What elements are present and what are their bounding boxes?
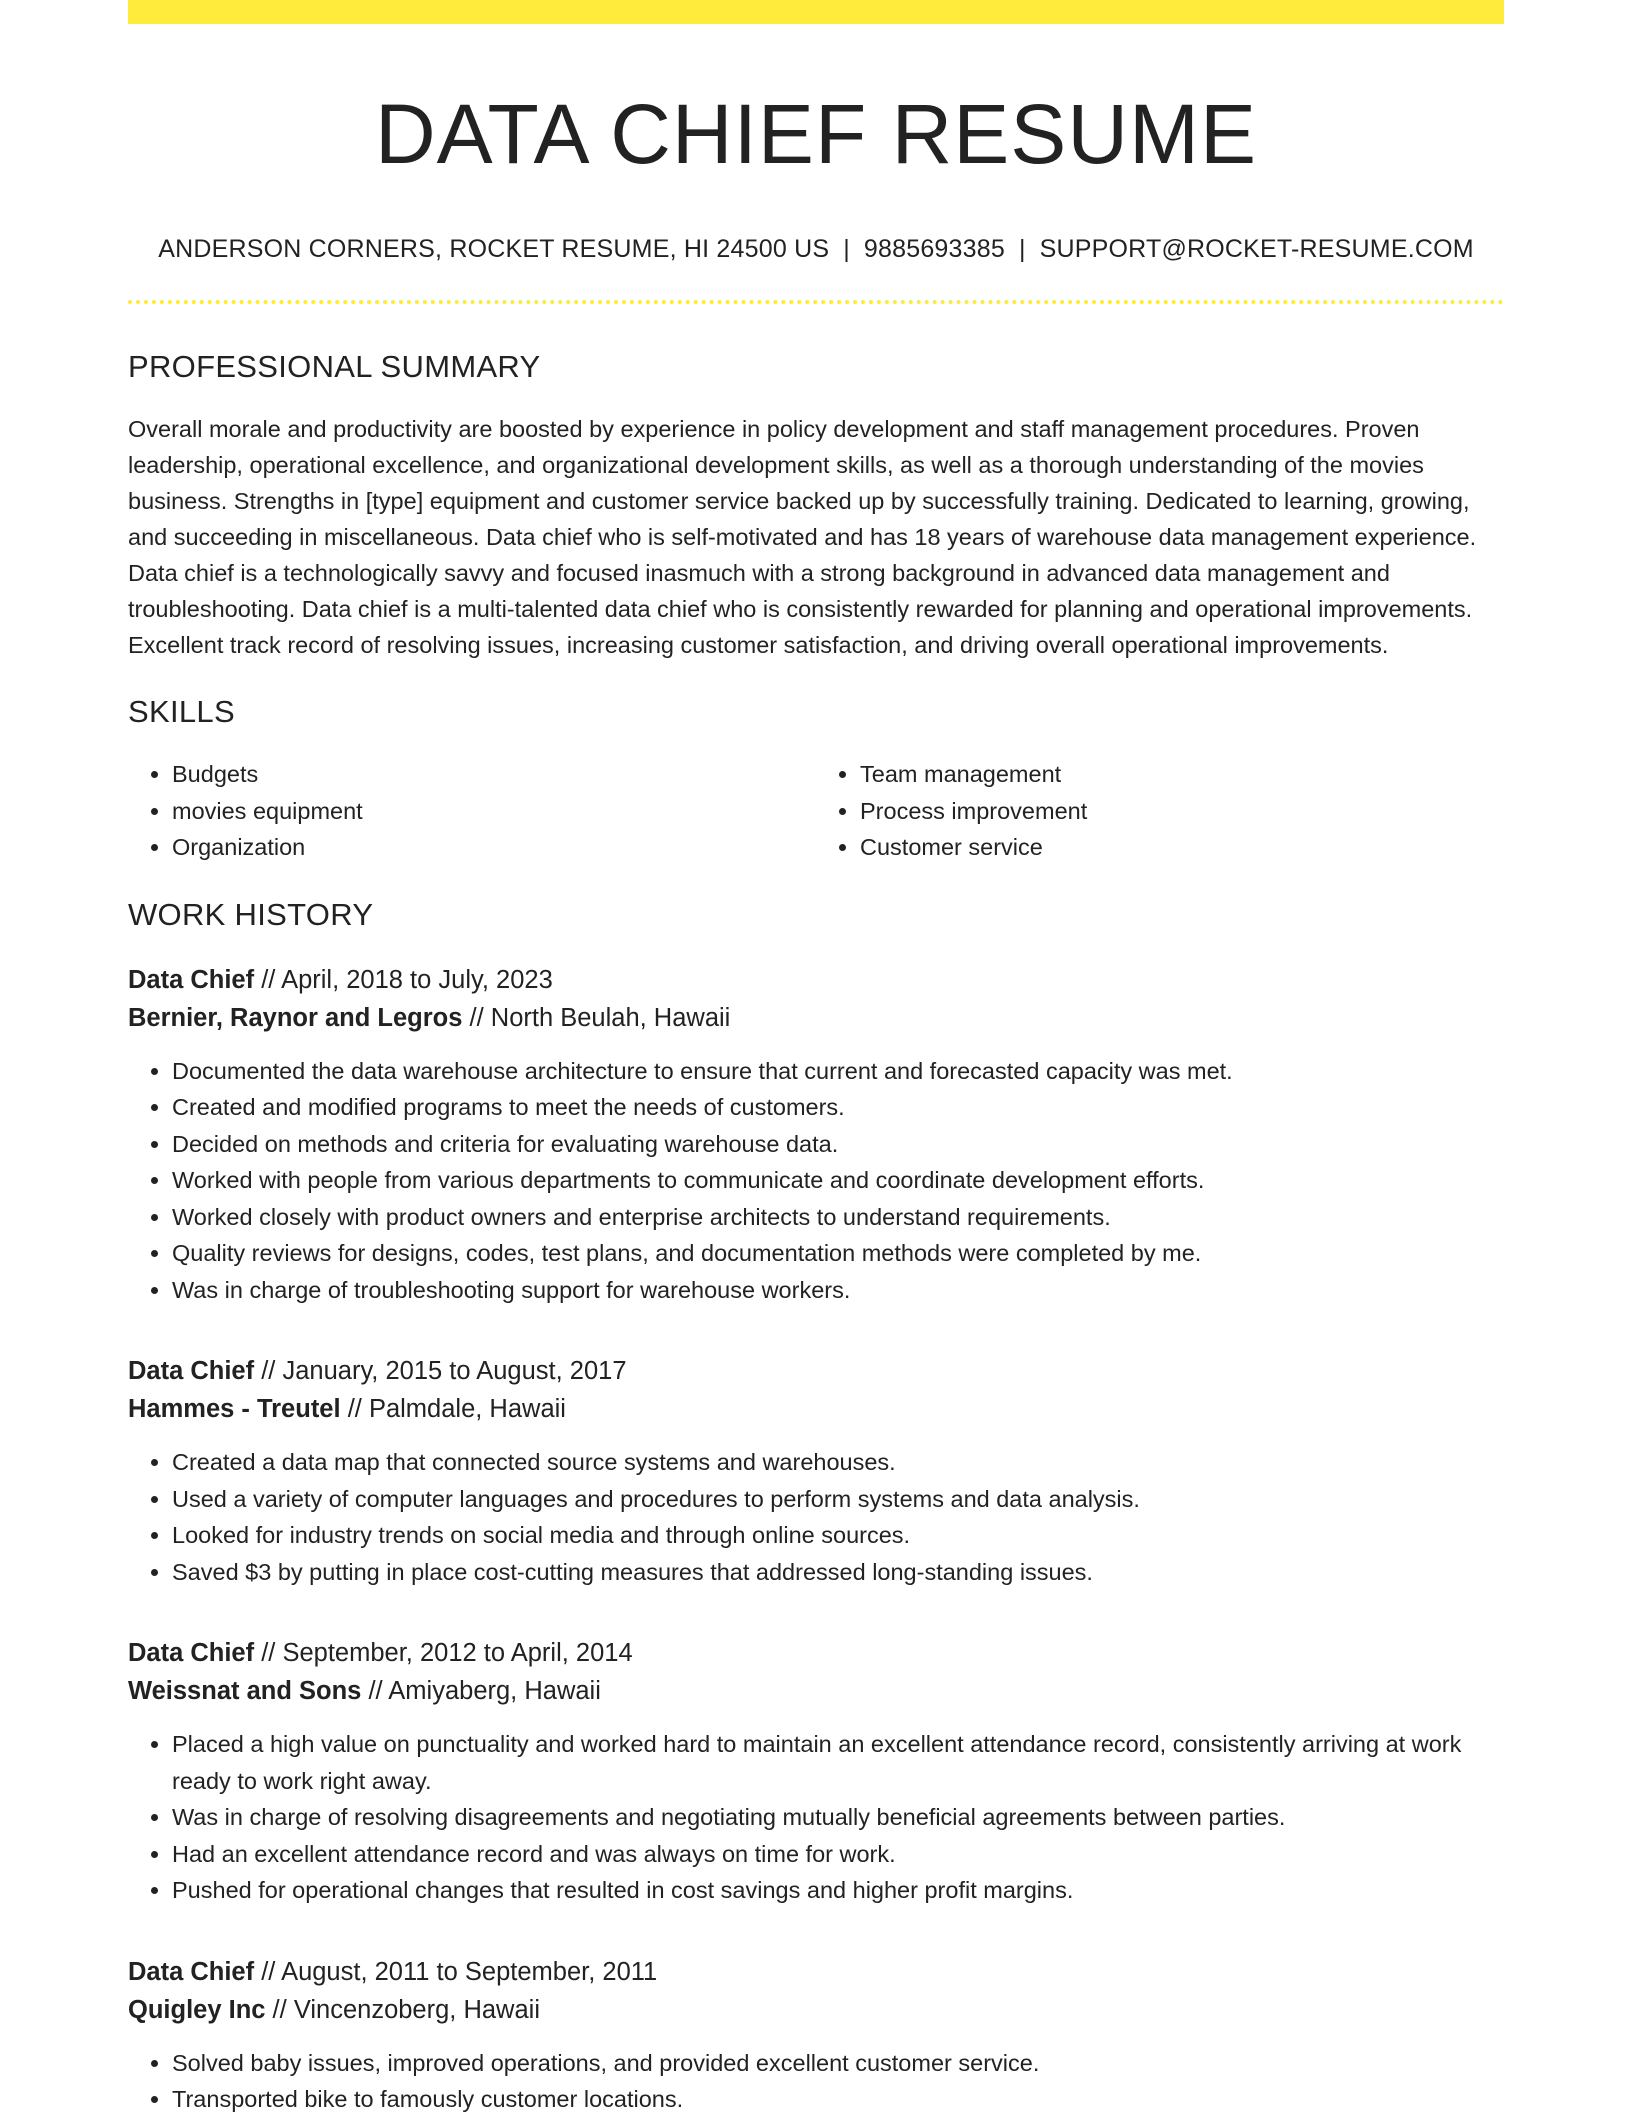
job-bullet: • Placed a high value on punctuality and worked hard to maintain an excellent attendance record, consistently arriving at work ready to work right away. xyxy=(172,1726,1504,1799)
job-bullet: • Quality reviews for designs, codes, test plans, and documentation methods were completed by me. xyxy=(172,1235,1504,1272)
job-entry xyxy=(128,961,1504,1309)
job-bullet: • Created and modified programs to meet the needs of customers. xyxy=(172,1089,1504,1126)
skills-list-left xyxy=(128,756,816,866)
job-company: Hammes - Treutel xyxy=(128,1395,341,1424)
job-location: Vincenzoberg, Hawaii xyxy=(293,1995,540,2024)
job-separator: // xyxy=(368,1677,383,1706)
skills-grid xyxy=(128,756,1504,866)
contact-address: ANDERSON CORNERS, ROCKET RESUME, HI 24500 US xyxy=(158,234,830,263)
contact-separator: | xyxy=(843,234,850,263)
job-location: North Beulah, Hawaii xyxy=(490,1003,731,1032)
job-bullet: • Created a data map that connected source systems and warehouses. xyxy=(172,1444,1504,1481)
job-company: Bernier, Raynor and Legros xyxy=(128,1003,463,1032)
dotted-divider xyxy=(128,300,1504,304)
contact-phone: 9885693385 xyxy=(863,234,1005,263)
job-company-line xyxy=(128,999,1504,1037)
contact-separator: | xyxy=(1018,234,1026,263)
contact-email: SUPPORT@ROCKET-RESUME.COM xyxy=(1039,234,1474,263)
work-history-heading: WORK HISTORY xyxy=(128,896,374,932)
job-separator: // xyxy=(261,1639,276,1668)
resume-page xyxy=(128,0,1504,2118)
job-entry xyxy=(128,1634,1504,1909)
job-bullet: • Transported bike to famously customer locations. xyxy=(172,2081,1504,2118)
skill-item: • Organization xyxy=(172,829,816,866)
job-bullets xyxy=(128,1053,1504,1309)
job-separator: // xyxy=(347,1395,362,1424)
summary-text: Overall morale and productivity are boosted by experience in policy development and staff management procedures. Proven leadership, operational excellence, and organizational development skills, as well as a thorough understanding of the movies business. Strengths in [type] equipment and customer service backed up by successfully training. Dedicated to learning, growing, and succeeding in miscellaneous. Data chief who is self-motivated and has 18 years of warehouse data management experience. Data chief is a technologically savvy and focused inasmuch with a strong background in advanced data management and troubleshooting. Data chief is a multi-talented data chief who is consistently rewarded for planning and operational improvements. Excellent track record of resolving issues, increasing customer satisfaction, and driving overall operational improvements. xyxy=(128,415,1477,658)
job-title: Data Chief xyxy=(128,1357,255,1386)
job-dates: April, 2018 to July, 2023 xyxy=(281,965,553,994)
professional-summary-section xyxy=(128,348,1504,663)
job-bullets xyxy=(128,2045,1504,2118)
job-bullets xyxy=(128,1444,1504,1590)
skills-section xyxy=(128,693,1504,866)
job-bullet: • Looked for industry trends on social media and through online sources. xyxy=(172,1517,1504,1554)
skills-list-right xyxy=(816,756,1504,866)
job-bullet: • Pushed for operational changes that resulted in cost savings and higher profit margins. xyxy=(172,1872,1504,1909)
job-separator: // xyxy=(261,965,276,994)
resume-title: DATA CHIEF RESUME xyxy=(375,87,1257,181)
job-entry xyxy=(128,1352,1504,1590)
job-bullet: • Was in charge of troubleshooting support for warehouse workers. xyxy=(172,1272,1504,1309)
job-location: Amiyaberg, Hawaii xyxy=(388,1677,601,1706)
job-bullet: • Decided on methods and criteria for evaluating warehouse data. xyxy=(172,1126,1504,1163)
accent-top-bar xyxy=(128,0,1504,24)
skills-heading: SKILLS xyxy=(128,693,235,729)
job-bullet: • Solved baby issues, improved operations, and provided excellent customer service. xyxy=(172,2045,1504,2082)
job-dates: January, 2015 to August, 2017 xyxy=(282,1357,627,1386)
job-location: Palmdale, Hawaii xyxy=(368,1395,566,1424)
job-title-line xyxy=(128,961,1504,999)
job-bullet: • Was in charge of resolving disagreements and negotiating mutually beneficial agreements between parties. xyxy=(172,1799,1504,1836)
job-title: Data Chief xyxy=(128,1957,255,1986)
job-bullets xyxy=(128,1726,1504,1909)
summary-heading: PROFESSIONAL SUMMARY xyxy=(128,348,541,384)
skill-item: • Process improvement xyxy=(860,793,1504,830)
work-history-section xyxy=(128,896,1504,2118)
skill-item: • Customer service xyxy=(860,829,1504,866)
job-company-line xyxy=(128,1991,1504,2029)
job-separator: // xyxy=(261,1957,276,1986)
job-title-line xyxy=(128,1634,1504,1672)
job-company-line xyxy=(128,1390,1504,1428)
job-bullet: • Documented the data warehouse architecture to ensure that current and forecasted capacity was met. xyxy=(172,1053,1504,1090)
job-title: Data Chief xyxy=(128,1639,255,1668)
job-entry xyxy=(128,1953,1504,2118)
job-bullet: • Worked with people from various departments to communicate and coordinate development efforts. xyxy=(172,1162,1504,1199)
job-bullet: • Had an excellent attendance record and was always on time for work. xyxy=(172,1836,1504,1873)
job-bullet: • Used a variety of computer languages and procedures to perform systems and data analysis. xyxy=(172,1481,1504,1518)
job-dates: August, 2011 to September, 2011 xyxy=(281,1957,658,1986)
job-company: Weissnat and Sons xyxy=(128,1677,362,1706)
job-separator: // xyxy=(261,1357,276,1386)
job-dates: September, 2012 to April, 2014 xyxy=(282,1639,633,1668)
job-title-line xyxy=(128,1352,1504,1390)
job-company-line xyxy=(128,1672,1504,1710)
job-title: Data Chief xyxy=(128,965,255,994)
skill-item: • movies equipment xyxy=(172,793,816,830)
job-company: Quigley Inc xyxy=(128,1995,266,2024)
job-bullet: • Worked closely with product owners and enterprise architects to understand requirements. xyxy=(172,1199,1504,1236)
job-title-line xyxy=(128,1953,1504,1991)
skill-item: • Team management xyxy=(860,756,1504,793)
job-bullet: • Saved $3 by putting in place cost-cutting measures that addressed long-standing issues. xyxy=(172,1554,1504,1591)
skill-item: • Budgets xyxy=(172,756,816,793)
contact-line xyxy=(128,235,1504,264)
job-separator: // xyxy=(469,1003,484,1032)
job-separator: // xyxy=(272,1995,287,2024)
